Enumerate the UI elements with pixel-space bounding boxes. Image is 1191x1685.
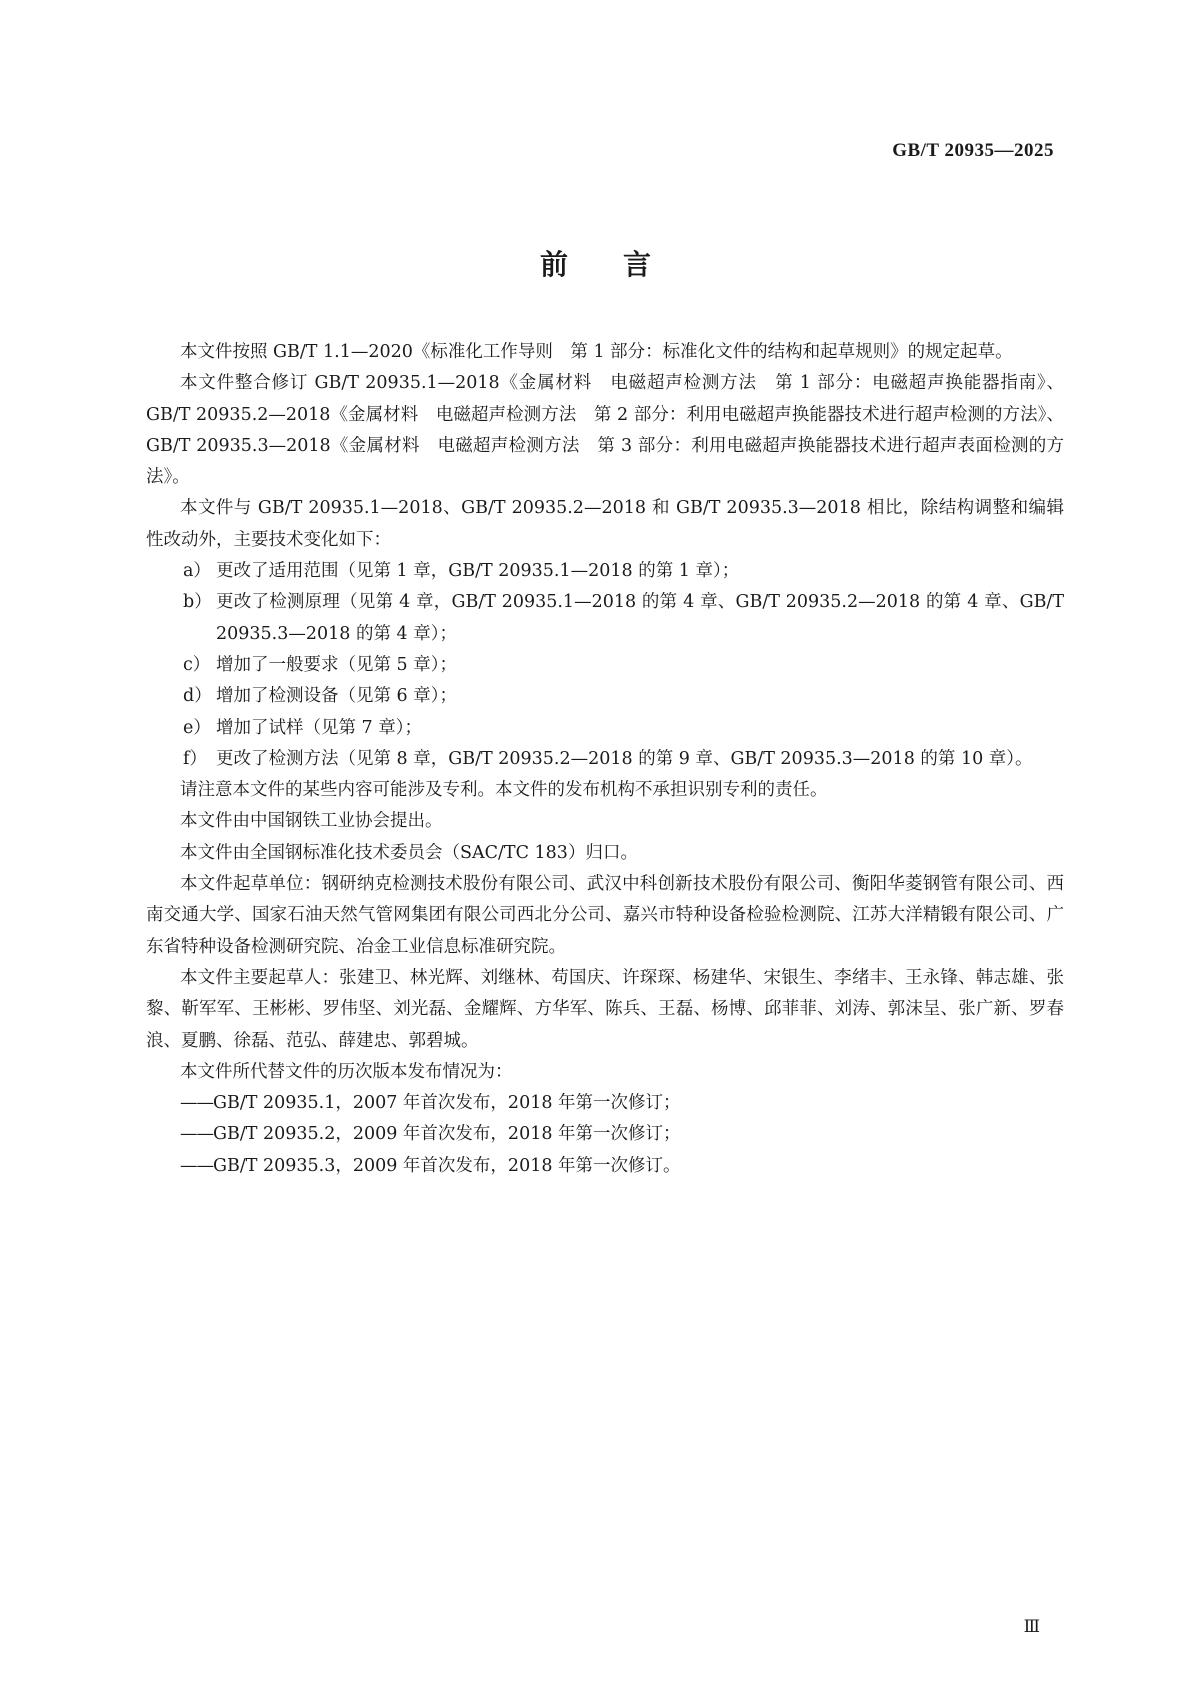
list-item: [146, 587, 1064, 650]
paragraph-drafting-units: 本文件起草单位：钢研纳克检测技术股份有限公司、武汉中科创新技术股份有限公司、衡阳华菱钢管有限公司、西南交通大学、国家石油天然气管网集团有限公司西北分公司、嘉兴市特种设备检验检测院、江苏大洋精锻有限公司、广东省特种设备检测研究院、冶金工业信息标准研究院。: [146, 874, 1064, 957]
page-number: Ⅲ: [1023, 1617, 1039, 1636]
page-title: 前言: [539, 248, 706, 281]
document-code: GB/T 20935—2025: [892, 140, 1054, 161]
history-item-text: GB/T 20935.3，2009 年首次发布，2018 年第一次修订。: [213, 1155, 681, 1176]
dash-marker: ——: [180, 1093, 213, 1114]
list-item: [146, 744, 1064, 775]
history-item: [146, 1088, 1064, 1119]
list-item-text: 更改了适用范围（见第 1 章，GB/T 20935.1—2018 的第 1 章）；: [216, 561, 740, 582]
history-list: [146, 1088, 1064, 1182]
dash-marker: ——: [180, 1124, 213, 1145]
history-item-text: GB/T 20935.1，2007 年首次发布，2018 年第一次修订；: [213, 1093, 681, 1114]
paragraph-drafters: 本文件主要起草人：张建卫、林光辉、刘继林、苟国庆、许琛琛、杨建华、宋银生、李绪丰、王永锋、韩志雄、张黎、靳军军、王彬彬、罗伟坚、刘光磊、金耀辉、方华军、陈兵、王磊、杨博、邱菲菲、刘涛、郭沫呈、张广新、罗春浪、夏鹏、徐磊、范弘、薛建忠、郭碧城。: [146, 967, 1064, 1051]
list-item: [146, 556, 1064, 587]
list-marker: f）: [183, 748, 207, 769]
paragraph-history-intro: 本文件所代替文件的历次版本发布情况为：: [180, 1061, 513, 1082]
list-item-text: 增加了一般要求（见第 5 章）；: [216, 654, 458, 675]
paragraph-centralized-by: 本文件由全国钢标准化技术委员会（SAC/TC 183）归口。: [180, 842, 638, 863]
list-marker: b）: [183, 592, 212, 613]
foreword-body: [146, 337, 1064, 1182]
list-item: [146, 650, 1064, 681]
paragraph-drafting-rules: 本文件按照 GB/T 1.1—2020《标准化工作导则 第 1 部分：标准化文件的结构和起草规则》的规定起草。: [180, 342, 1013, 362]
changes-list: [146, 556, 1064, 775]
history-item-text: GB/T 20935.2，2009 年首次发布，2018 年第一次修订；: [213, 1124, 681, 1145]
list-marker: e）: [183, 717, 211, 738]
dash-marker: ——: [180, 1155, 213, 1176]
paragraph-consolidation: 本文件整合修订 GB/T 20935.1—2018《金属材料 电磁超声检测方法 第 1 部分：电磁超声换能器指南》、GB/T 20935.2—2018《金属材料 电磁超声检测方法 第 2 部分：利用电磁超声换能器技术进行超声检测的方法》、GB/T 20935.3—2018《金属材料 电磁超声检测方法 第 3 部分：利用电磁超声换能器技术进行超声表面检测的方法》。: [146, 373, 1064, 488]
list-item-text: 更改了检测原理（见第 4 章，GB/T 20935.1—2018 的第 4 章、GB/T 20935.2—2018 的第 4 章、GB/T 20935.3—2018 的第 4 章）；: [216, 592, 1064, 644]
list-item-text: 增加了试样（见第 7 章）；: [216, 717, 423, 738]
list-item-text: 增加了检测设备（见第 6 章）；: [216, 686, 458, 707]
list-marker: a）: [183, 561, 211, 582]
paragraph-changes-intro: 本文件与 GB/T 20935.1—2018、GB/T 20935.2—2018 和 GB/T 20935.3—2018 相比，除结构调整和编辑性改动外，主要技术变化如下：: [146, 498, 1064, 550]
list-item: [146, 681, 1064, 712]
list-marker: c）: [183, 654, 211, 675]
history-item: [146, 1151, 1064, 1182]
paragraph-patent-notice: 请注意本文件的某些内容可能涉及专利。本文件的发布机构不承担识别专利的责任。: [180, 780, 828, 801]
list-marker: d）: [183, 686, 212, 707]
list-item: [146, 713, 1064, 744]
history-item: [146, 1119, 1064, 1150]
paragraph-proposed-by: 本文件由中国钢铁工业协会提出。: [180, 811, 443, 832]
list-item-text: 更改了检测方法（见第 8 章，GB/T 20935.2—2018 的第 9 章、GB/T 20935.3—2018 的第 10 章）。: [216, 748, 1033, 769]
